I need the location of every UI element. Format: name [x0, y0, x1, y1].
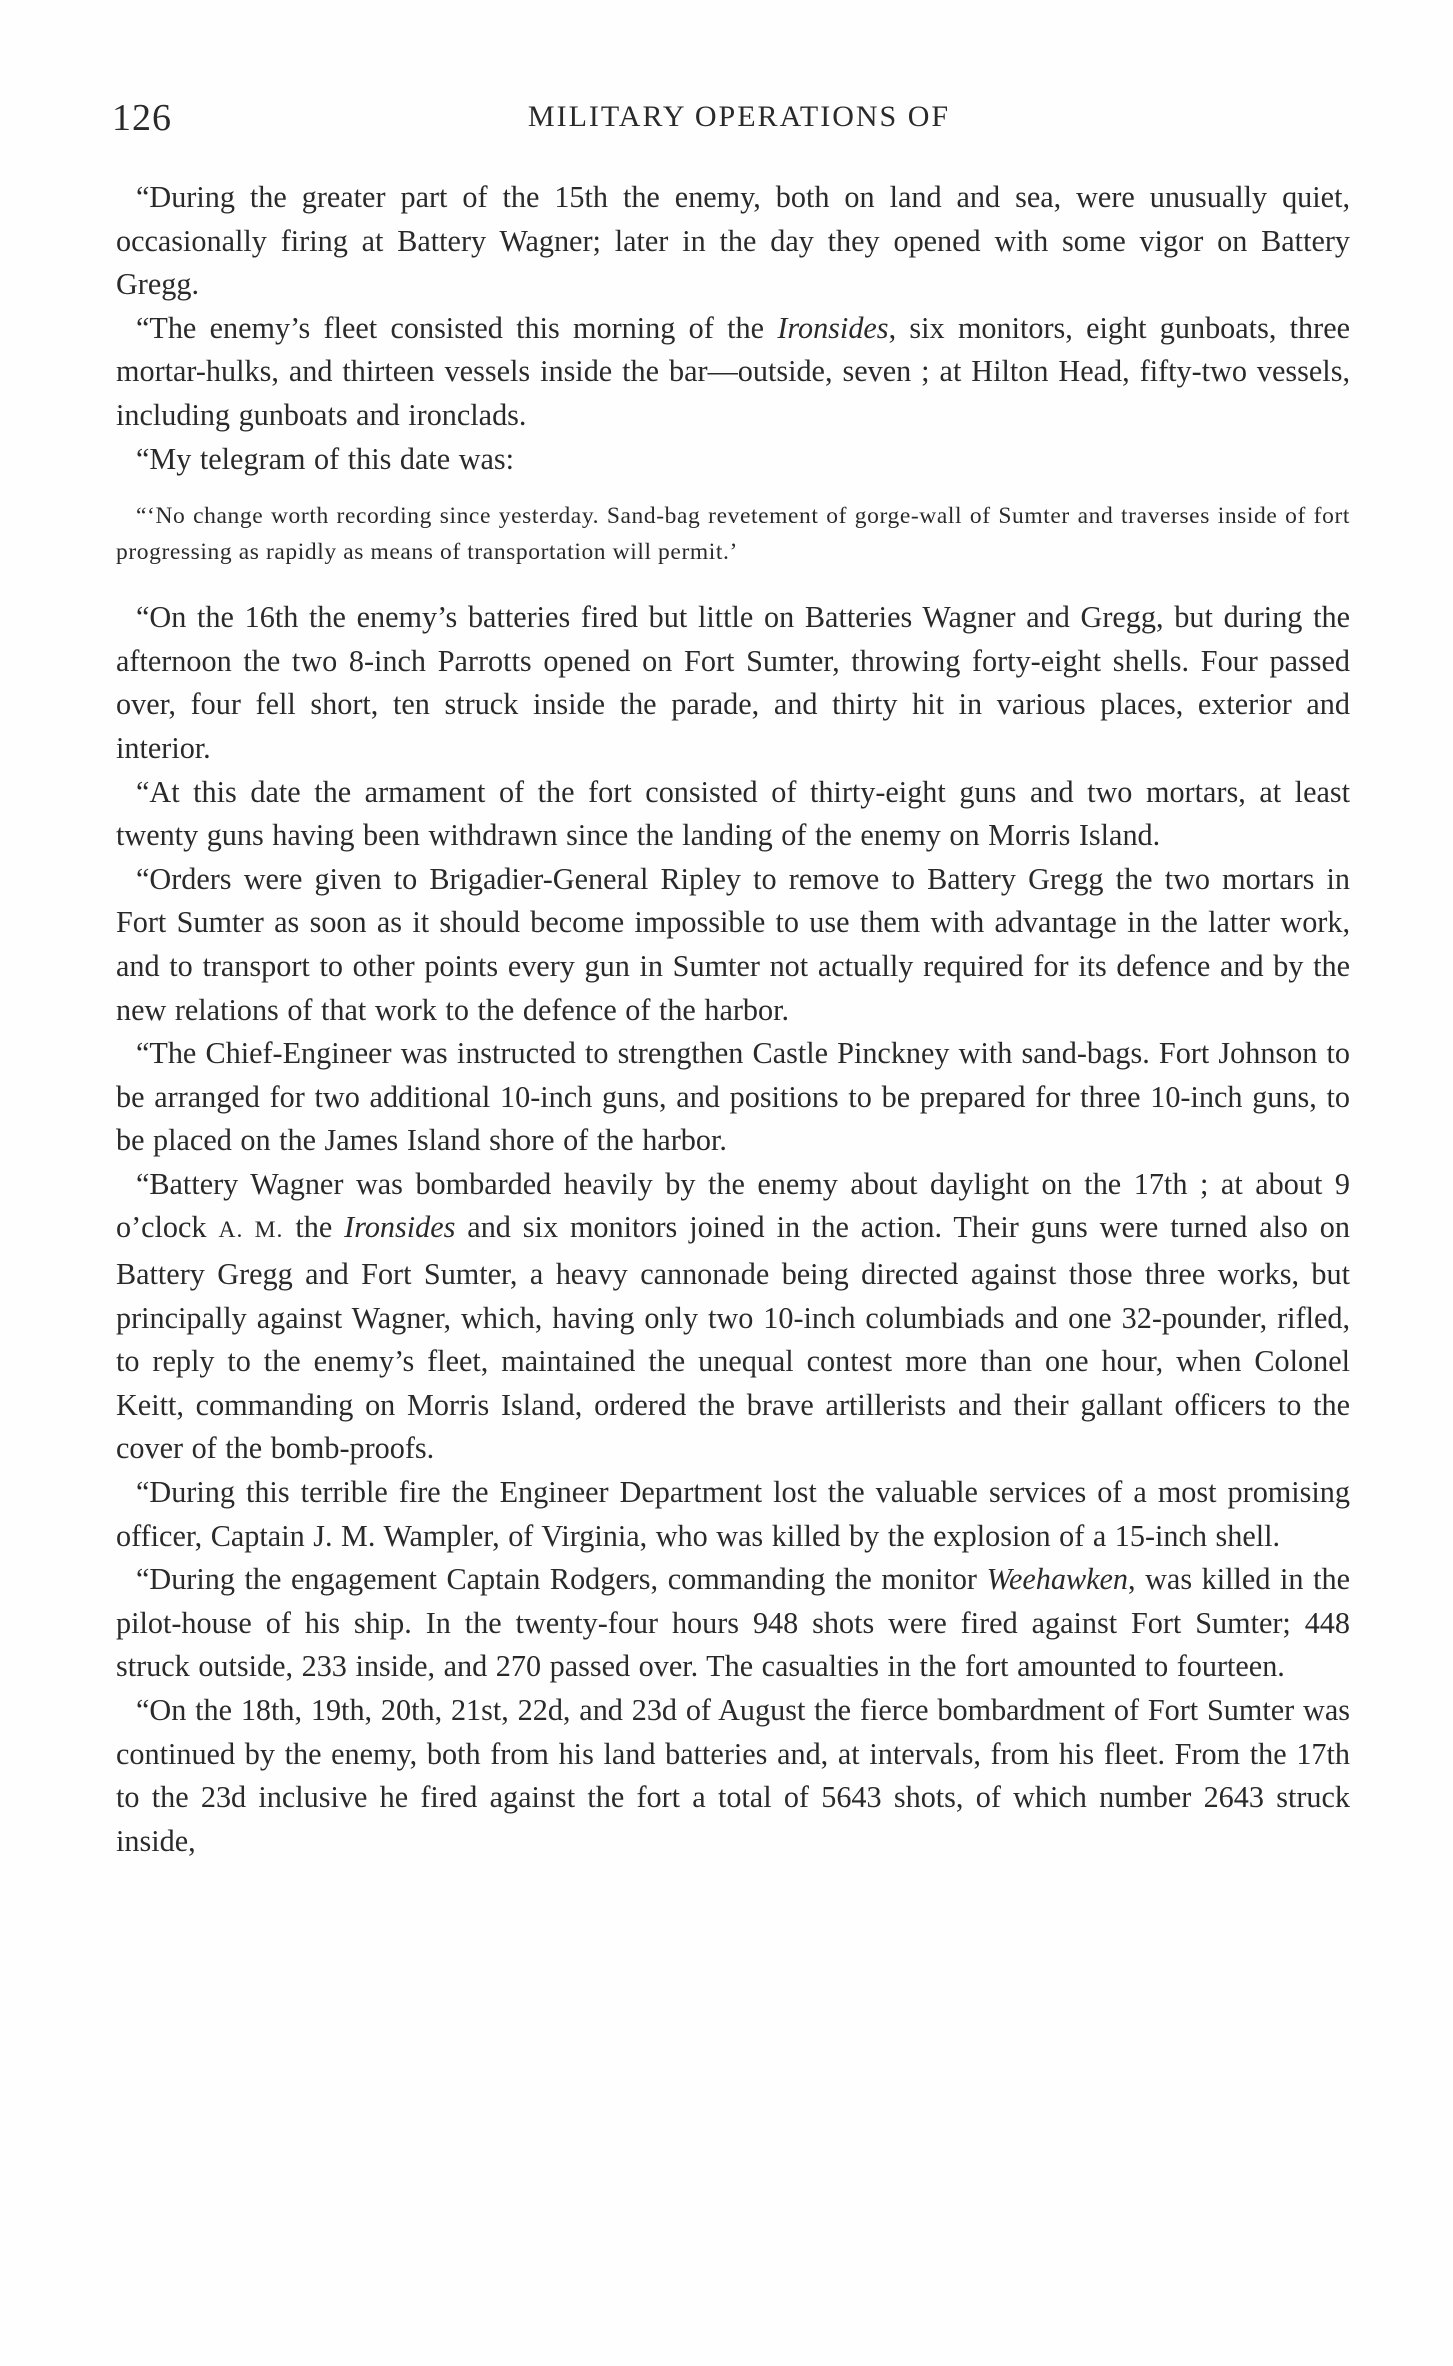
- ship-name-italic: Weehawken: [986, 1562, 1128, 1597]
- paragraph-text: “On the 16th the enemy’s batteries fired but little on Batteries Wagner and Gregg, but during the afternoon the two 8-inch Parrotts opened on Fort Sumter, throwing forty-eight shells. Four passed over, four fell short, ten struck inside the parade, and thirty hit in various places, exterior and interior.: [116, 600, 1350, 765]
- running-head-title: MILITARY OPERATIONS OF: [527, 100, 951, 133]
- paragraph-text: the: [283, 1210, 345, 1245]
- paragraph-text: , was killed in the pilot-house of his ship. In the twenty-four hours 948 shots were fired against Fort Sumter; 448 struck outside, 233 inside, and 270 passed over. The casualties in the fort amounted to fourteen.: [116, 1562, 1350, 1684]
- paragraph: [116, 438, 1350, 482]
- paragraph-text: “The enemy’s fleet consisted this morning of the: [136, 310, 778, 345]
- paragraph-text: and six monitors joined in the action. Their guns were turned also on Battery Gregg and Fort Sumter, a heavy cannonade being directed against those three works, but principally against Wagner, which, having only two 10-inch columbiads and one 32-pounder, rifled, to reply to the enemy’s fleet, maintained the unequal contest more than one hour, when Colonel Keitt, commanding on Morris Island, ordered the brave artillerists and their gallant officers to the cover of the bomb-proofs.: [116, 1210, 1350, 1466]
- paragraph: [116, 1471, 1350, 1558]
- ship-name-italic: Ironsides: [344, 1210, 456, 1245]
- paragraph-text: “Orders were given to Brigadier-General Ripley to remove to Battery Gregg the two mortars in Fort Sumter as soon as it should become impossible to use them with advantage in the latter work, and to transport to other points every gun in Sumter not actually required for its defence and by the new relations of that work to the defence of the harbor.: [116, 861, 1350, 1027]
- paragraph-text: “On the 18th, 19th, 20th, 21st, 22d, and 23d of August the fierce bombardment of Fort Sumter was continued by the enemy, both from his land batteries and, at intervals, from his fleet. From the 17th to the 23d inclusive he fired against the fort a total of 5643 shots, of which number 2643 struck inside,: [116, 1693, 1350, 1858]
- ship-name-italic: Ironsides: [777, 310, 889, 345]
- paragraph: [116, 307, 1350, 438]
- paragraph: [116, 176, 1350, 307]
- paragraph: [116, 771, 1350, 858]
- paragraph-text: , six monitors, eight gunboats, three mortar-hulks, and thirteen vessels inside the bar—outside, seven ; at Hilton Head, fifty-two vessels, including gunboats and ironclads.: [116, 310, 1351, 432]
- page-number: 126: [112, 97, 172, 139]
- paragraph-text: “During this terrible fire the Engineer Department lost the valuable services of a most promising officer, Captain J. M. Wampler, of Virginia, who was killed by the explosion of a 15-inch shell.: [116, 1475, 1350, 1553]
- paragraph: [116, 596, 1350, 770]
- paragraph-text: “During the greater part of the 15th the enemy, both on land and sea, were unusually quiet, occasionally firing at Battery Wagner; later in the day they opened with some vigor on Battery Gregg.: [116, 180, 1350, 302]
- body-text: [116, 176, 1350, 1863]
- paragraph-text: “Battery Wagner was bombarded heavily by the enemy about daylight on the 17th ; at about 9 o’clock: [116, 1166, 1350, 1245]
- quote-text: “‘No change worth recording since yesterday. Sand-bag revetement of gorge-wall of Sumter and traverses inside of fort progressing as rapidly as means of transportation will permit.’: [116, 503, 1350, 565]
- paragraph: [116, 1163, 1350, 1471]
- paragraph-text: “At this date the armament of the fort consisted of thirty-eight guns and two mortars, at least twenty guns having been withdrawn since the landing of the enemy on Morris Island.: [116, 774, 1350, 853]
- paragraph-text: “My telegram of this date was:: [136, 441, 515, 476]
- paragraph: [116, 1032, 1350, 1163]
- small-caps-time: A. M.: [218, 1217, 284, 1244]
- paragraph-text: “The Chief-Engineer was instructed to strengthen Castle Pinckney with sand-bags. Fort Johnson to be arranged for two additional 10-inch guns, and positions to be prepared for three 10-inch guns, to be placed on the James Island shore of the harbor.: [116, 1036, 1350, 1158]
- paragraph-text: “During the engagement Captain Rodgers, commanding the monitor: [136, 1562, 987, 1597]
- running-head: [112, 96, 1366, 146]
- paragraph: [116, 1689, 1350, 1863]
- paragraph: [116, 858, 1350, 1032]
- paragraph: [116, 1558, 1350, 1689]
- telegram-quote: [116, 499, 1350, 570]
